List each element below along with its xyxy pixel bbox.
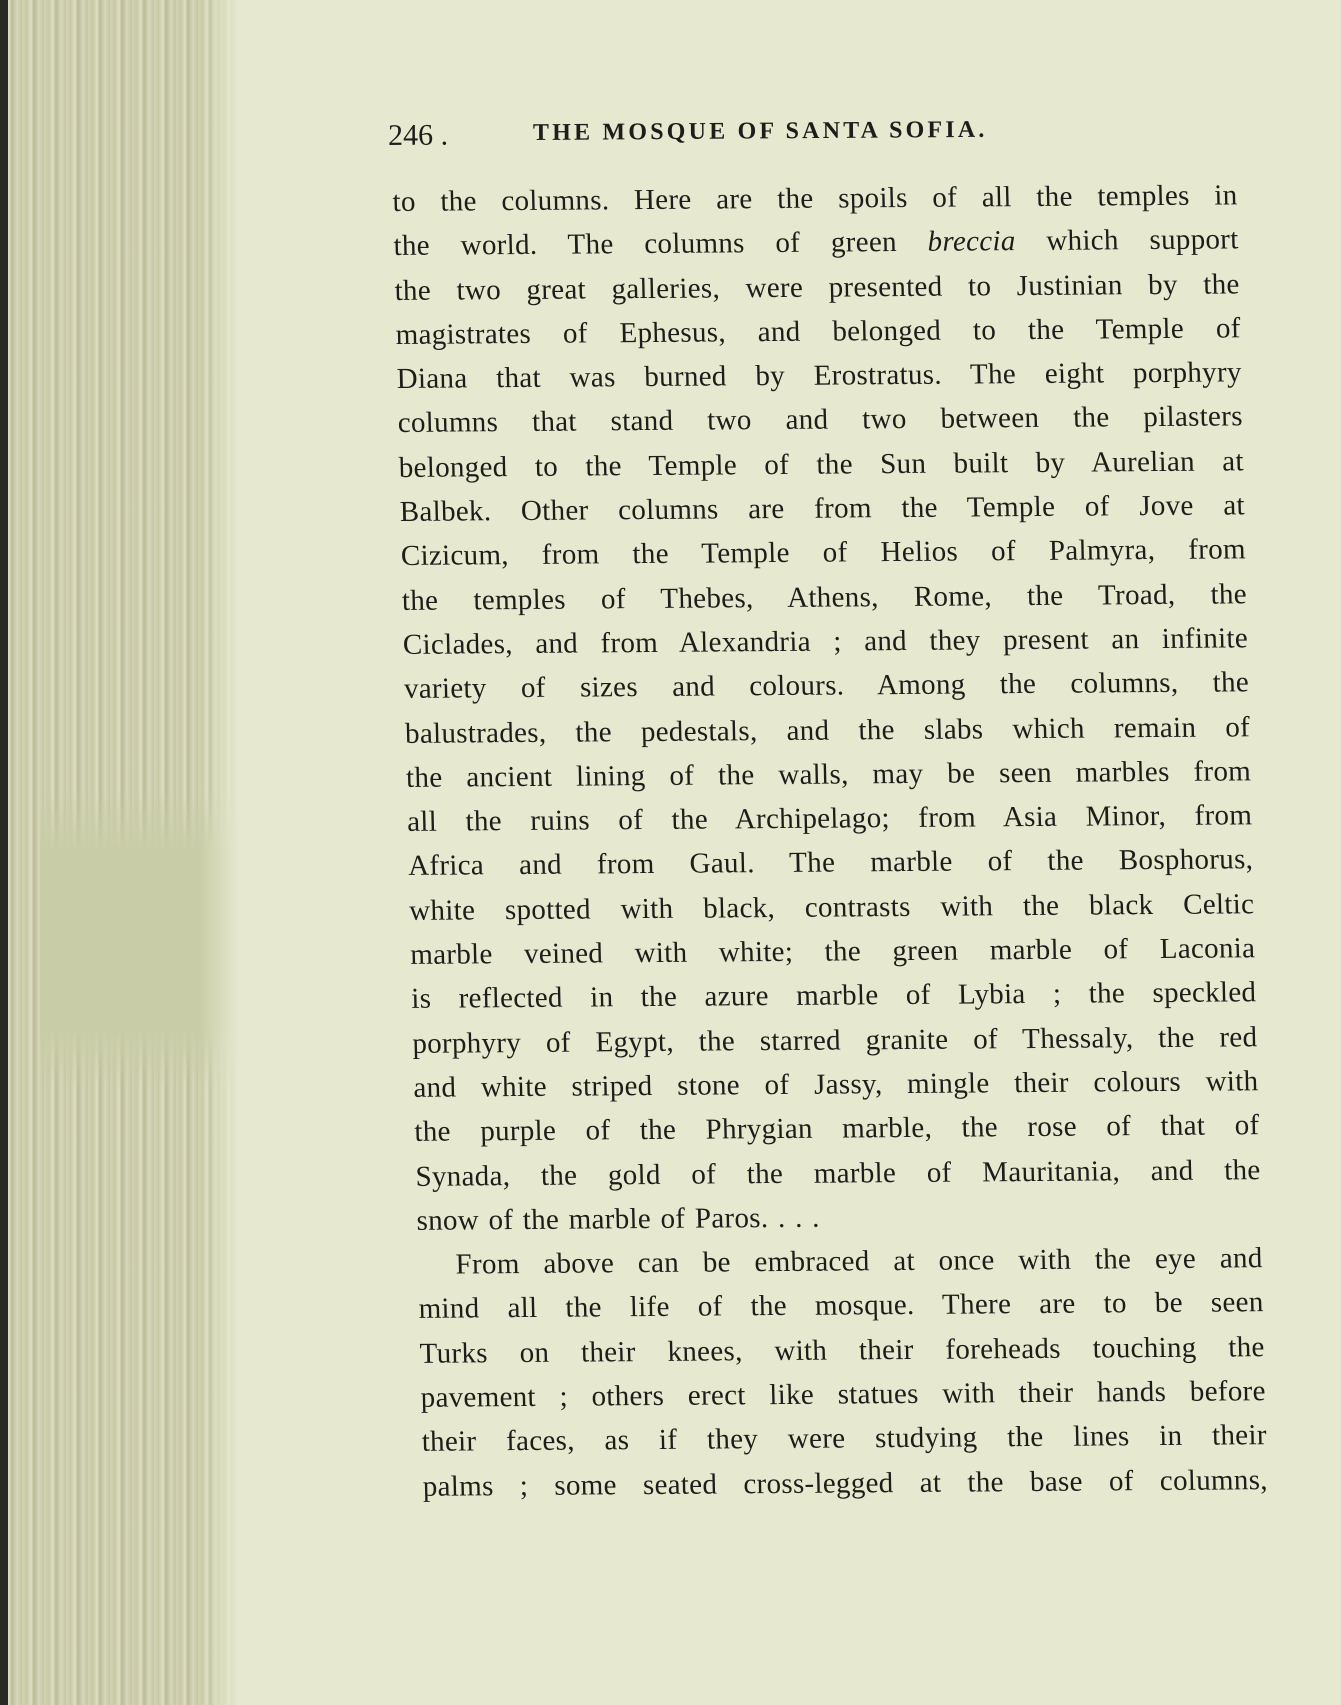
page-number: 246 .: [387, 118, 449, 153]
text-line-paragraph-start: From above can be embraced at once with the eye and: [455, 1242, 1263, 1281]
text-line: pavement ; others erect like statues with their hands before: [420, 1375, 1267, 1414]
text-line: balustrades, the pedestals, and the slabs which remain of: [404, 710, 1251, 750]
text-line: Cizicum, from the Temple of Helios of Palmyra, from: [400, 533, 1247, 573]
text-line: marble veined with white; the green marble of Laconia: [409, 932, 1256, 971]
running-title: THE MOSQUE OF SANTA SOFIA.: [532, 116, 988, 146]
text-line: to the columns. Here are the spoils of all the temples in: [392, 179, 1238, 218]
text-segment: which support: [1015, 223, 1239, 258]
text-line: columns that stand two and two between the pilasters: [397, 400, 1244, 440]
text-line: [393, 218, 1239, 269]
text-line: their faces, as if they were studying the lines in their: [421, 1419, 1268, 1459]
text-line: Balbek. Other columns are from the Temple of Jove at: [399, 489, 1246, 529]
text-line: white spotted with black, contrasts with the black Celtic: [408, 888, 1255, 927]
text-line-paragraph-end: snow of the marble of Paros. . . .: [416, 1201, 821, 1237]
text-line: the ancient lining of the walls, may be seen marbles from: [405, 755, 1252, 794]
book-page-edges: [0, 0, 240, 1705]
text-line: all the ruins of the Archipelago; from Asia Minor, from: [406, 799, 1253, 839]
text-line: the purple of the Phrygian marble, the rose of that of: [414, 1109, 1260, 1149]
text-line: Ciclades, and from Alexandria ; and they present an infinite: [402, 622, 1249, 661]
text-line: Diana that was burned by Erostratus. The eight porphyry: [396, 356, 1243, 396]
body-text: [392, 173, 1268, 1508]
text-line: mind all the life of the mosque. There are to be seen: [418, 1286, 1264, 1326]
text-line: palms ; some seated cross-legged at the base of columns,: [422, 1463, 1269, 1503]
text-line: and white striped stone of Jassy, mingle their colours with: [413, 1065, 1259, 1104]
text-line: variety of sizes and colours. Among the columns, the: [403, 666, 1250, 706]
text-line: Synada, the gold of the marble of Mauritania, and the: [415, 1153, 1261, 1193]
text-line: the two great galleries, were presented to Justinian by the: [394, 267, 1240, 307]
scan-smear: [40, 790, 240, 1090]
text-line: magistrates of Ephesus, and belonged to the Temple of: [395, 312, 1242, 351]
page-header: [388, 109, 1248, 155]
text-line: is reflected in the azure marble of Lybia ; the speckled: [410, 976, 1257, 1016]
text-line: the temples of Thebes, Athens, Rome, the Troad, the: [401, 577, 1248, 617]
text-segment: the world. The columns of green: [393, 226, 928, 263]
text-line: porphyry of Egypt, the starred granite of Thessaly, the red: [411, 1020, 1258, 1060]
italic-word: breccia: [927, 225, 1016, 259]
text-line: Turks on their knees, with their foreheads touching the: [419, 1330, 1266, 1370]
text-line: belonged to the Temple of the Sun built by Aurelian at: [398, 445, 1245, 484]
text-line: Africa and from Gaul. The marble of the Bosphorus,: [407, 843, 1254, 883]
